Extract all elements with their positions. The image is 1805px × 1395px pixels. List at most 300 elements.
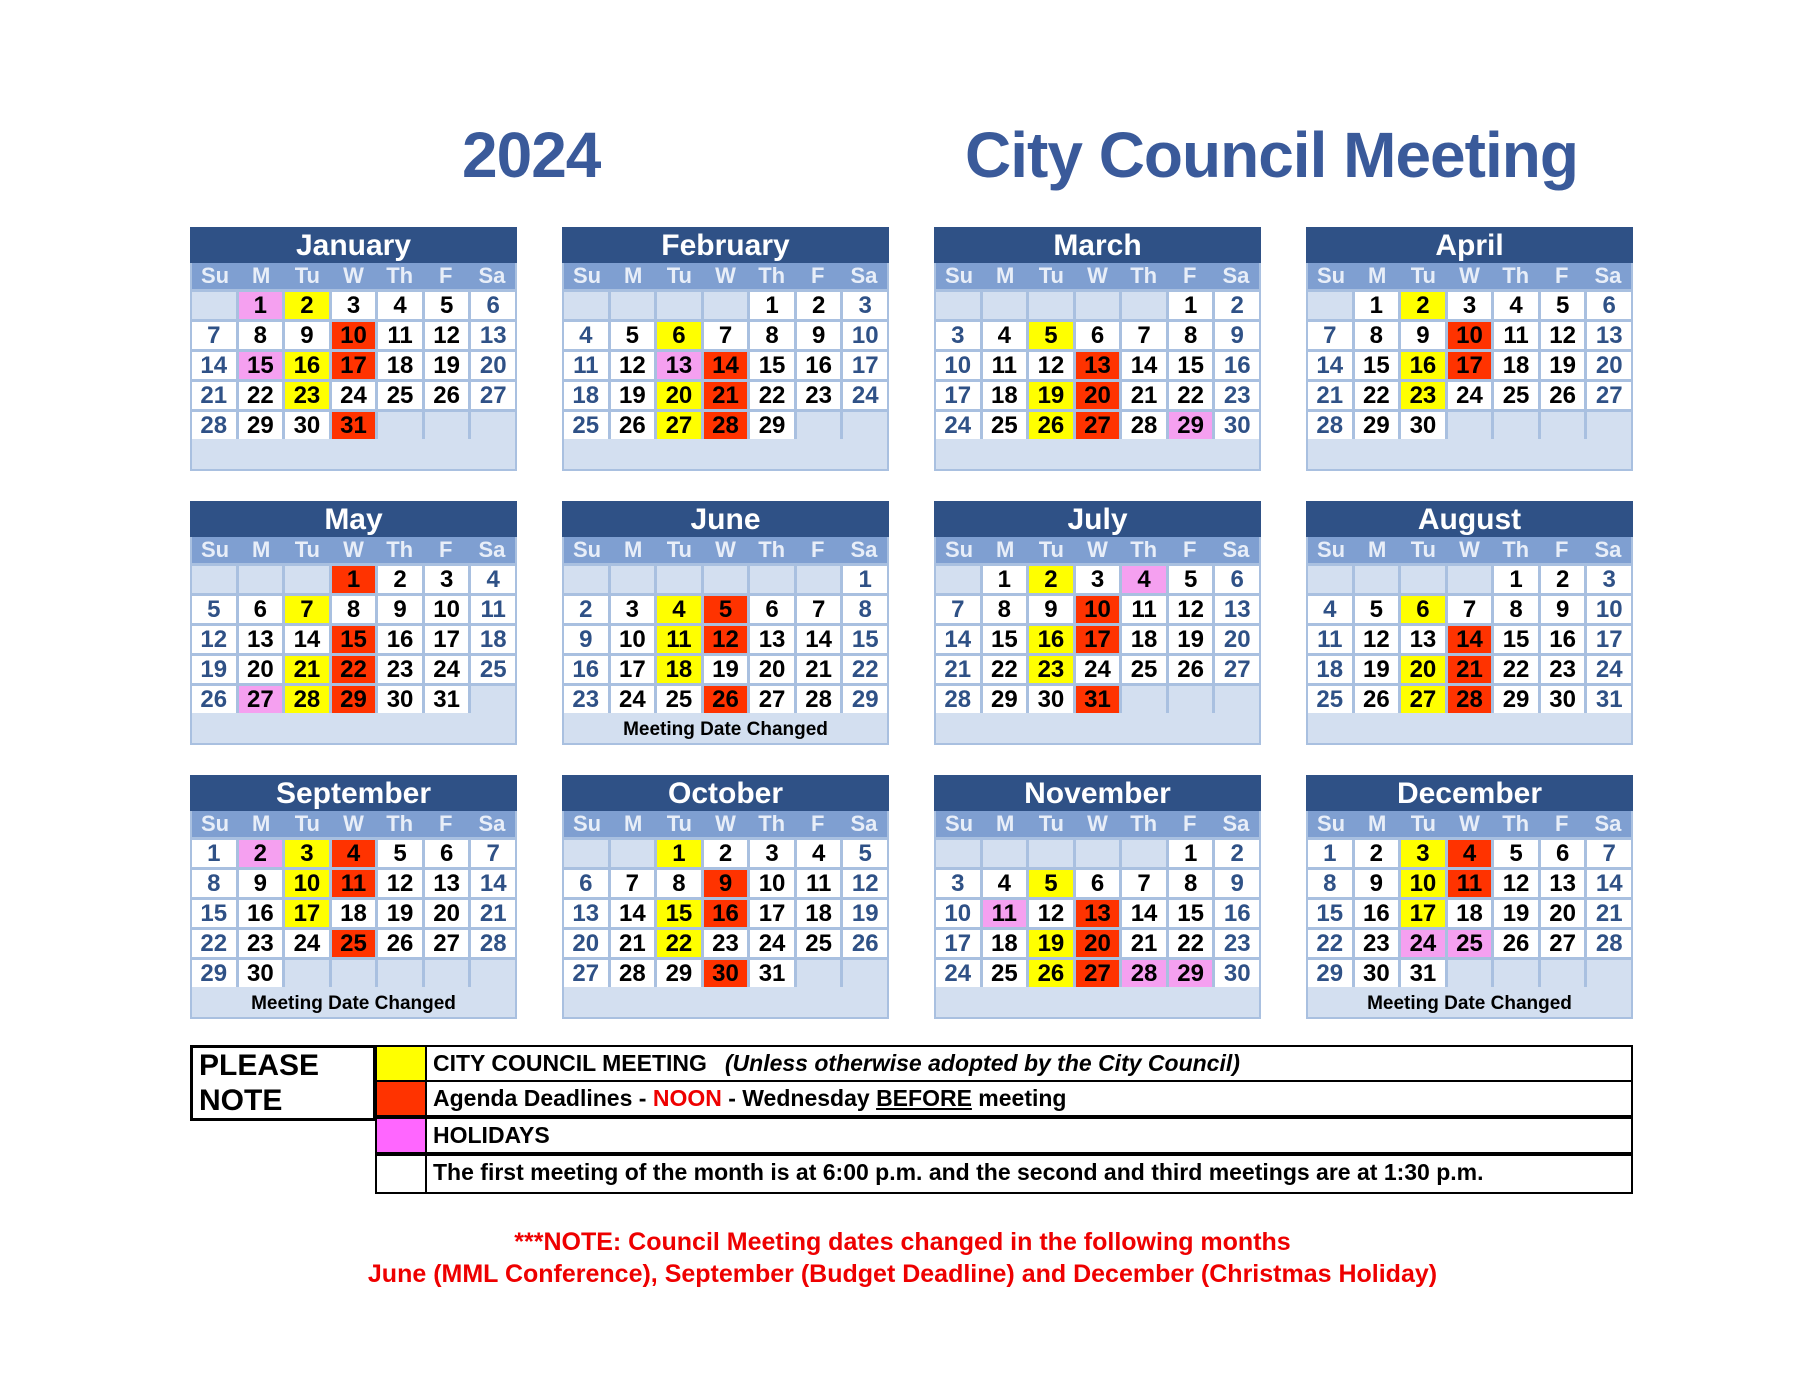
day-cell: 8 bbox=[192, 870, 236, 897]
day-cell: 9 bbox=[1401, 322, 1445, 349]
day-cell: 7 bbox=[704, 322, 748, 349]
day-cell: 21 bbox=[1448, 656, 1492, 683]
day-cell: 17 bbox=[936, 930, 980, 957]
day-cell: 14 bbox=[704, 352, 748, 379]
month-footer bbox=[936, 442, 1259, 469]
day-cell: 15 bbox=[1308, 900, 1352, 927]
day-cell: 10 bbox=[332, 322, 376, 349]
weekday-label: W bbox=[715, 263, 736, 288]
day-cell: 30 bbox=[1355, 960, 1399, 987]
day-cell: 3 bbox=[750, 840, 794, 867]
day-cell: 20 bbox=[471, 352, 515, 379]
day-cell: 3 bbox=[843, 292, 887, 319]
day-cell: 7 bbox=[1122, 870, 1166, 897]
day-cell: 2 bbox=[564, 596, 608, 623]
day-cell: 1 bbox=[1169, 292, 1213, 319]
day-cell: 26 bbox=[611, 412, 655, 439]
month-footer bbox=[936, 716, 1259, 743]
day-cell: 14 bbox=[1122, 900, 1166, 927]
day-cell: 23 bbox=[1355, 930, 1399, 957]
day-cell: 25 bbox=[1494, 382, 1538, 409]
day-grid bbox=[564, 289, 887, 439]
weekday-bar bbox=[192, 811, 515, 837]
month-title: November bbox=[934, 775, 1261, 811]
day-cell: 27 bbox=[1541, 930, 1585, 957]
day-cell: 31 bbox=[750, 960, 794, 987]
day-cell: 11 bbox=[983, 352, 1027, 379]
day-cell: 11 bbox=[471, 596, 515, 623]
legend-times-row bbox=[375, 1154, 1633, 1194]
day-cell: 9 bbox=[1541, 596, 1585, 623]
empty-cell bbox=[1494, 960, 1538, 987]
day-cell: 26 bbox=[1541, 382, 1585, 409]
weekday-label: F bbox=[1555, 537, 1569, 562]
please-note-line1: PLEASE bbox=[199, 1049, 320, 1082]
weekday-label: Tu bbox=[294, 811, 320, 836]
day-cell: 22 bbox=[1308, 930, 1352, 957]
day-cell: 23 bbox=[1215, 382, 1259, 409]
day-cell: 19 bbox=[192, 656, 236, 683]
weekday-label: Su bbox=[201, 537, 230, 562]
day-cell: 18 bbox=[657, 656, 701, 683]
day-cell: 16 bbox=[704, 900, 748, 927]
day-cell: 31 bbox=[332, 412, 376, 439]
day-cell: 2 bbox=[1215, 840, 1259, 867]
day-cell: 5 bbox=[425, 292, 469, 319]
day-cell: 24 bbox=[936, 960, 980, 987]
day-cell: 15 bbox=[332, 626, 376, 653]
weekday-label: M bbox=[1368, 263, 1387, 288]
month-title: December bbox=[1306, 775, 1633, 811]
holiday-swatch bbox=[377, 1119, 427, 1152]
day-cell: 19 bbox=[1029, 382, 1073, 409]
empty-cell bbox=[983, 840, 1027, 867]
day-cell: 13 bbox=[564, 900, 608, 927]
empty-cell bbox=[843, 960, 887, 987]
day-cell: 29 bbox=[1355, 412, 1399, 439]
weekday-label: Sa bbox=[1222, 263, 1250, 288]
day-cell: 7 bbox=[797, 596, 841, 623]
empty-cell bbox=[1541, 412, 1585, 439]
day-cell: 28 bbox=[1122, 960, 1166, 987]
weekday-label: Tu bbox=[666, 263, 692, 288]
day-grid bbox=[1308, 289, 1631, 439]
day-cell: 24 bbox=[332, 382, 376, 409]
day-cell: 25 bbox=[378, 382, 422, 409]
day-cell: 5 bbox=[192, 596, 236, 623]
weekday-bar bbox=[936, 263, 1259, 289]
day-cell: 6 bbox=[239, 596, 283, 623]
day-grid bbox=[564, 563, 887, 713]
weekday-label: Sa bbox=[850, 537, 878, 562]
day-cell: 24 bbox=[750, 930, 794, 957]
day-cell: 14 bbox=[1587, 870, 1631, 897]
day-cell: 13 bbox=[1587, 322, 1631, 349]
month-may bbox=[190, 501, 517, 745]
weekday-label: W bbox=[1087, 263, 1108, 288]
day-grid bbox=[1308, 563, 1631, 713]
weekday-label: M bbox=[252, 811, 271, 836]
day-cell: 3 bbox=[1401, 840, 1445, 867]
day-cell: 5 bbox=[611, 322, 655, 349]
empty-cell bbox=[564, 566, 608, 593]
day-cell: 4 bbox=[983, 870, 1027, 897]
day-cell: 28 bbox=[192, 412, 236, 439]
day-grid bbox=[1308, 837, 1631, 987]
empty-cell bbox=[239, 566, 283, 593]
empty-cell bbox=[936, 292, 980, 319]
empty-cell bbox=[192, 566, 236, 593]
empty-cell bbox=[1122, 686, 1166, 713]
meeting-swatch bbox=[377, 1047, 427, 1080]
day-cell: 12 bbox=[1169, 596, 1213, 623]
day-cell: 9 bbox=[1215, 870, 1259, 897]
day-cell: 19 bbox=[378, 900, 422, 927]
day-cell: 27 bbox=[1401, 686, 1445, 713]
month-january bbox=[190, 227, 517, 471]
day-cell: 22 bbox=[983, 656, 1027, 683]
day-cell: 31 bbox=[1401, 960, 1445, 987]
day-cell: 15 bbox=[657, 900, 701, 927]
day-cell: 23 bbox=[564, 686, 608, 713]
day-cell: 19 bbox=[1494, 900, 1538, 927]
day-cell: 29 bbox=[750, 412, 794, 439]
empty-cell bbox=[936, 840, 980, 867]
day-cell: 26 bbox=[192, 686, 236, 713]
month-july bbox=[934, 501, 1261, 745]
day-cell: 12 bbox=[1029, 900, 1073, 927]
day-cell: 8 bbox=[657, 870, 701, 897]
day-cell: 3 bbox=[936, 870, 980, 897]
month-june bbox=[562, 501, 889, 745]
day-cell: 25 bbox=[471, 656, 515, 683]
day-cell: 30 bbox=[1215, 960, 1259, 987]
day-cell: 29 bbox=[1169, 960, 1213, 987]
day-cell: 3 bbox=[1587, 566, 1631, 593]
day-cell: 1 bbox=[1169, 840, 1213, 867]
please-note-line2: NOTE bbox=[199, 1084, 283, 1117]
month-april bbox=[1306, 227, 1633, 471]
day-cell: 11 bbox=[983, 900, 1027, 927]
day-cell: 6 bbox=[425, 840, 469, 867]
day-cell: 4 bbox=[1494, 292, 1538, 319]
meeting-label: CITY COUNCIL MEETING bbox=[433, 1050, 707, 1076]
empty-cell bbox=[611, 292, 655, 319]
day-cell: 29 bbox=[239, 412, 283, 439]
empty-cell bbox=[1076, 840, 1120, 867]
month-october bbox=[562, 775, 889, 1019]
weekday-label: Th bbox=[386, 811, 414, 836]
day-cell: 26 bbox=[378, 930, 422, 957]
day-cell: 9 bbox=[797, 322, 841, 349]
day-cell: 28 bbox=[704, 412, 748, 439]
day-cell: 10 bbox=[425, 596, 469, 623]
day-cell: 8 bbox=[1169, 870, 1213, 897]
weekday-label: W bbox=[1087, 811, 1108, 836]
day-cell: 22 bbox=[1169, 382, 1213, 409]
day-cell: 7 bbox=[285, 596, 329, 623]
day-cell: 7 bbox=[192, 322, 236, 349]
empty-cell bbox=[1587, 412, 1631, 439]
day-cell: 30 bbox=[378, 686, 422, 713]
day-cell: 22 bbox=[657, 930, 701, 957]
month-footer: Meeting Date Changed bbox=[564, 716, 887, 743]
month-title: June bbox=[562, 501, 889, 537]
day-cell: 21 bbox=[1308, 382, 1352, 409]
empty-cell bbox=[843, 412, 887, 439]
day-cell: 12 bbox=[378, 870, 422, 897]
day-cell: 2 bbox=[1541, 566, 1585, 593]
day-cell: 2 bbox=[1029, 566, 1073, 593]
day-cell: 23 bbox=[704, 930, 748, 957]
legend-holidays-row bbox=[375, 1117, 1633, 1154]
weekday-label: Sa bbox=[1222, 811, 1250, 836]
day-cell: 17 bbox=[936, 382, 980, 409]
day-cell: 17 bbox=[1401, 900, 1445, 927]
day-cell: 20 bbox=[564, 930, 608, 957]
day-cell: 1 bbox=[1355, 292, 1399, 319]
day-cell: 23 bbox=[239, 930, 283, 957]
weekday-label: W bbox=[715, 811, 736, 836]
empty-cell bbox=[425, 960, 469, 987]
day-cell: 14 bbox=[797, 626, 841, 653]
day-cell: 29 bbox=[843, 686, 887, 713]
day-cell: 6 bbox=[471, 292, 515, 319]
day-cell: 24 bbox=[843, 382, 887, 409]
weekday-label: Th bbox=[1502, 811, 1530, 836]
day-cell: 22 bbox=[192, 930, 236, 957]
day-cell: 20 bbox=[1587, 352, 1631, 379]
day-cell: 17 bbox=[1587, 626, 1631, 653]
day-cell: 15 bbox=[750, 352, 794, 379]
empty-cell bbox=[704, 292, 748, 319]
day-cell: 18 bbox=[1308, 656, 1352, 683]
empty-cell bbox=[983, 292, 1027, 319]
month-title: February bbox=[562, 227, 889, 263]
day-cell: 21 bbox=[285, 656, 329, 683]
weekday-label: Tu bbox=[1038, 537, 1064, 562]
day-cell: 28 bbox=[611, 960, 655, 987]
day-cell: 7 bbox=[611, 870, 655, 897]
weekday-label: F bbox=[811, 811, 825, 836]
weekday-label: F bbox=[439, 537, 453, 562]
empty-cell bbox=[332, 960, 376, 987]
day-cell: 1 bbox=[332, 566, 376, 593]
month-footer: Meeting Date Changed bbox=[1308, 990, 1631, 1017]
day-cell: 28 bbox=[285, 686, 329, 713]
day-cell: 3 bbox=[611, 596, 655, 623]
weekday-label: Th bbox=[1502, 263, 1530, 288]
weekday-bar bbox=[564, 537, 887, 563]
day-cell: 21 bbox=[797, 656, 841, 683]
day-cell: 19 bbox=[611, 382, 655, 409]
day-cell: 15 bbox=[1494, 626, 1538, 653]
day-cell: 20 bbox=[750, 656, 794, 683]
empty-cell bbox=[192, 292, 236, 319]
day-cell: 2 bbox=[1355, 840, 1399, 867]
empty-cell bbox=[704, 566, 748, 593]
weekday-label: Tu bbox=[1410, 811, 1436, 836]
weekday-label: Th bbox=[758, 537, 786, 562]
day-cell: 23 bbox=[1401, 382, 1445, 409]
day-cell: 10 bbox=[611, 626, 655, 653]
day-cell: 15 bbox=[1169, 900, 1213, 927]
day-cell: 11 bbox=[1448, 870, 1492, 897]
day-cell: 25 bbox=[983, 412, 1027, 439]
empty-cell bbox=[797, 960, 841, 987]
day-cell: 10 bbox=[843, 322, 887, 349]
day-cell: 25 bbox=[797, 930, 841, 957]
weekday-label: Sa bbox=[1594, 537, 1622, 562]
weekday-label: Su bbox=[573, 811, 602, 836]
day-cell: 24 bbox=[285, 930, 329, 957]
day-cell: 12 bbox=[843, 870, 887, 897]
day-cell: 19 bbox=[425, 352, 469, 379]
day-cell: 6 bbox=[1076, 322, 1120, 349]
empty-cell bbox=[378, 960, 422, 987]
weekday-label: F bbox=[439, 811, 453, 836]
day-cell: 13 bbox=[1076, 352, 1120, 379]
empty-cell bbox=[611, 840, 655, 867]
empty-cell bbox=[797, 412, 841, 439]
day-cell: 23 bbox=[797, 382, 841, 409]
day-cell: 8 bbox=[750, 322, 794, 349]
day-cell: 14 bbox=[1122, 352, 1166, 379]
day-cell: 23 bbox=[285, 382, 329, 409]
weekday-label: Th bbox=[758, 811, 786, 836]
weekday-label: Th bbox=[1130, 263, 1158, 288]
weekday-label: F bbox=[1555, 263, 1569, 288]
day-cell: 19 bbox=[843, 900, 887, 927]
day-cell: 8 bbox=[1494, 596, 1538, 623]
weekday-label: Sa bbox=[478, 537, 506, 562]
empty-cell bbox=[657, 566, 701, 593]
empty-cell bbox=[1029, 292, 1073, 319]
day-cell: 2 bbox=[1401, 292, 1445, 319]
day-cell: 10 bbox=[1448, 322, 1492, 349]
day-cell: 25 bbox=[983, 960, 1027, 987]
day-cell: 11 bbox=[657, 626, 701, 653]
day-grid bbox=[936, 837, 1259, 987]
day-cell: 4 bbox=[797, 840, 841, 867]
day-cell: 28 bbox=[471, 930, 515, 957]
day-cell: 14 bbox=[1308, 352, 1352, 379]
day-cell: 17 bbox=[425, 626, 469, 653]
day-cell: 4 bbox=[983, 322, 1027, 349]
day-cell: 27 bbox=[1076, 412, 1120, 439]
empty-cell bbox=[1448, 412, 1492, 439]
day-cell: 13 bbox=[657, 352, 701, 379]
weekday-label: F bbox=[1183, 811, 1197, 836]
day-cell: 24 bbox=[1448, 382, 1492, 409]
day-cell: 14 bbox=[192, 352, 236, 379]
day-cell: 20 bbox=[1076, 382, 1120, 409]
day-cell: 26 bbox=[1355, 686, 1399, 713]
weekday-label: M bbox=[624, 537, 643, 562]
day-cell: 27 bbox=[564, 960, 608, 987]
day-cell: 16 bbox=[285, 352, 329, 379]
weekday-label: Sa bbox=[1594, 811, 1622, 836]
month-title: July bbox=[934, 501, 1261, 537]
day-cell: 18 bbox=[1494, 352, 1538, 379]
weekday-label: Tu bbox=[1038, 811, 1064, 836]
day-cell: 17 bbox=[332, 352, 376, 379]
day-cell: 15 bbox=[843, 626, 887, 653]
day-cell: 25 bbox=[1448, 930, 1492, 957]
empty-cell bbox=[471, 412, 515, 439]
day-cell: 7 bbox=[1587, 840, 1631, 867]
day-cell: 6 bbox=[657, 322, 701, 349]
month-footer bbox=[1308, 716, 1631, 743]
day-cell: 27 bbox=[471, 382, 515, 409]
day-cell: 29 bbox=[983, 686, 1027, 713]
month-february bbox=[562, 227, 889, 471]
weekday-label: Su bbox=[201, 811, 230, 836]
blank-swatch bbox=[377, 1156, 427, 1192]
day-cell: 29 bbox=[1169, 412, 1213, 439]
day-cell: 5 bbox=[1029, 322, 1073, 349]
day-cell: 6 bbox=[1541, 840, 1585, 867]
day-cell: 14 bbox=[471, 870, 515, 897]
day-cell: 24 bbox=[1587, 656, 1631, 683]
day-cell: 28 bbox=[1122, 412, 1166, 439]
day-cell: 5 bbox=[704, 596, 748, 623]
month-august bbox=[1306, 501, 1633, 745]
day-cell: 26 bbox=[1029, 960, 1073, 987]
day-cell: 27 bbox=[239, 686, 283, 713]
day-cell: 5 bbox=[1355, 596, 1399, 623]
day-cell: 25 bbox=[564, 412, 608, 439]
weekday-label: Su bbox=[1317, 537, 1346, 562]
day-grid bbox=[936, 563, 1259, 713]
weekday-bar bbox=[192, 537, 515, 563]
weekday-label: M bbox=[996, 263, 1015, 288]
day-cell: 21 bbox=[192, 382, 236, 409]
day-cell: 12 bbox=[192, 626, 236, 653]
weekday-label: Th bbox=[1130, 811, 1158, 836]
empty-cell bbox=[1122, 292, 1166, 319]
day-cell: 9 bbox=[239, 870, 283, 897]
deadline-text-2: - Wednesday bbox=[721, 1085, 877, 1111]
day-cell: 28 bbox=[1308, 412, 1352, 439]
day-cell: 23 bbox=[378, 656, 422, 683]
day-cell: 18 bbox=[983, 382, 1027, 409]
day-cell: 26 bbox=[1029, 412, 1073, 439]
day-cell: 6 bbox=[1401, 596, 1445, 623]
day-cell: 21 bbox=[704, 382, 748, 409]
weekday-label: Su bbox=[945, 811, 974, 836]
day-cell: 27 bbox=[1587, 382, 1631, 409]
weekday-label: W bbox=[1087, 537, 1108, 562]
day-cell: 6 bbox=[1587, 292, 1631, 319]
day-cell: 17 bbox=[1076, 626, 1120, 653]
legend-meeting-row bbox=[375, 1045, 1633, 1082]
day-cell: 14 bbox=[1448, 626, 1492, 653]
day-cell: 1 bbox=[750, 292, 794, 319]
day-cell: 5 bbox=[1494, 840, 1538, 867]
day-cell: 14 bbox=[936, 626, 980, 653]
day-cell: 21 bbox=[1122, 930, 1166, 957]
day-cell: 1 bbox=[192, 840, 236, 867]
day-cell: 1 bbox=[1308, 840, 1352, 867]
day-cell: 28 bbox=[1587, 930, 1631, 957]
day-cell: 17 bbox=[843, 352, 887, 379]
day-cell: 5 bbox=[843, 840, 887, 867]
day-cell: 19 bbox=[1029, 930, 1073, 957]
day-cell: 30 bbox=[1029, 686, 1073, 713]
day-cell: 3 bbox=[936, 322, 980, 349]
weekday-label: W bbox=[715, 537, 736, 562]
